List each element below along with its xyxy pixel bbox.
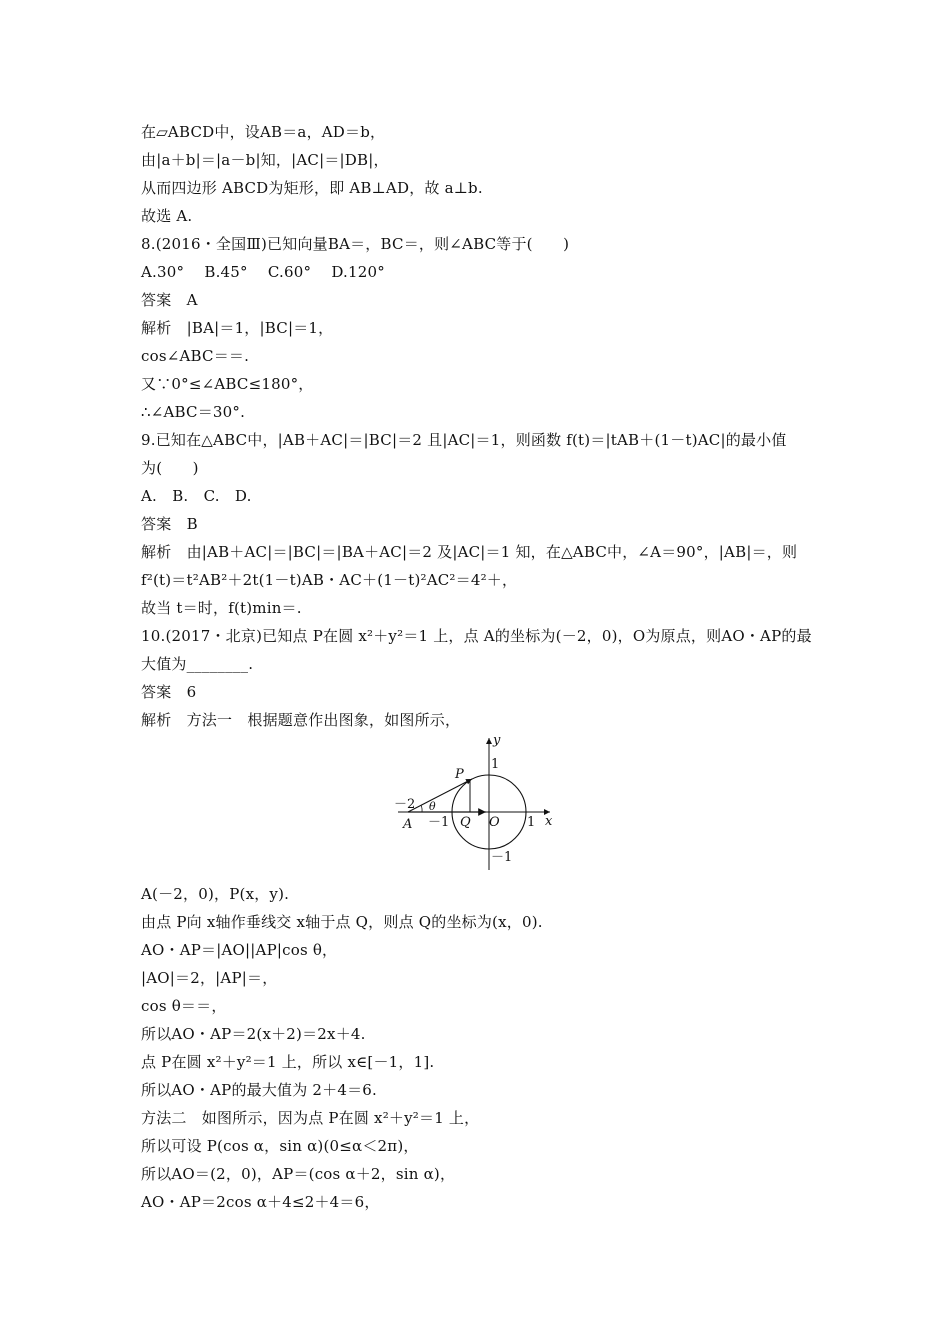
solution-line: 故当 t＝时，f(t)min＝. [141,599,302,617]
solution-line: cos∠ABC＝＝. [141,347,250,365]
solution-line: 点 P在圆 x²＋y²＝1 上，所以 x∈[－1，1]. [141,1053,435,1071]
label-point-O: O [489,815,500,830]
solution-line: 解析 |BA|＝1，|BC|＝1， [141,319,334,337]
solution-line: A(－2，0)，P(x，y). [141,885,290,903]
unit-circle-figure [390,732,560,872]
vector-AP [408,779,472,812]
question-10: 10.(2017・北京)已知点 P在圆 x²＋y²＝1 上，点 A的坐标为(－2，0)，O为原点，则AO・AP的最 [141,627,812,645]
label-point-Q: Q [460,815,471,830]
label-theta: θ [429,800,436,813]
label-neg-one-bottom: －1 [491,850,513,865]
question-9: 9.已知在△ABC中，|AB＋AC|＝|BC|＝2 且|AC|＝1，则函数 f(t)＝|tAB＋(1－t)AC|的最小值 [141,431,787,449]
solution-line: cos θ＝＝， [141,997,227,1015]
options-9: A. B. C. D. [141,487,252,505]
text-line: 从而四边形 ABCD为矩形，即 AB⊥AD，故 a⊥b. [141,179,483,197]
question-8: 8.(2016・全国Ⅲ)已知向量BA＝，BC＝，则∠ABC等于( ) [141,235,570,253]
text-line: 故选 A. [141,207,193,225]
solution-line: ∴∠ABC＝30°. [141,403,246,421]
solution-line: AO・AP＝|AO||AP|cos θ， [141,941,338,959]
answer-10: 答案 6 [141,683,197,701]
theta-arc [421,805,422,812]
label-neg-one-left: －1 [428,815,450,830]
label-x: x [545,814,553,829]
solution-line: 解析 由|AB＋AC|＝|BC|＝|BA＋AC|＝2 及|AC|＝1 知，在△ABC中，∠A＝90°，|AB|＝，则 [141,543,798,561]
label-one-right: 1 [527,815,536,830]
solution-line: 由点 P向 x轴作垂线交 x轴于点 Q，则点 Q的坐标为(x，0). [141,913,543,931]
label-point-A: A [403,817,413,832]
label-y: y [493,733,501,748]
options-8: A.30° B.45° C.60° D.120° [141,263,385,281]
solution-line: 所以AO・AP＝2(x＋2)＝2x＋4. [141,1025,366,1043]
label-neg-two: －2 [394,797,416,812]
question-10-cont: 大值为________. [141,655,254,673]
solution-line: 所以AO＝(2，0)，AP＝(cos α＋2，sin α)， [141,1165,456,1183]
answer-8: 答案 A [141,291,198,309]
solution-line: 方法二 如图所示，因为点 P在圆 x²＋y²＝1 上， [141,1109,480,1127]
solution-line: f²(t)＝t²AB²＋2t(1－t)AB・AC＋(1－t)²AC²＝4²＋， [141,571,518,589]
answer-9: 答案 B [141,515,198,533]
text-line: 在▱ABCD中，设AB＝a，AD＝b， [141,123,386,141]
label-point-P: P [455,767,464,782]
solution-line: 所以AO・AP的最大值为 2＋4＝6. [141,1081,378,1099]
solution-line: AO・AP＝2cos α＋4≤2＋4＝6， [141,1193,380,1211]
question-9-cont: 为( ) [141,459,199,477]
label-one-top: 1 [491,757,500,772]
solution-line: 解析 方法一 根据题意作出图象，如图所示， [141,711,461,729]
solution-line: 所以可设 P(cos α，sin α)(0≤α＜2π)， [141,1137,419,1155]
solution-line: 又∵0°≤∠ABC≤180°， [141,375,314,393]
text-line: 由|a＋b|＝|a－b|知，|AC|＝|DB|， [141,151,389,169]
solution-line: |AO|＝2，|AP|＝， [141,969,278,987]
